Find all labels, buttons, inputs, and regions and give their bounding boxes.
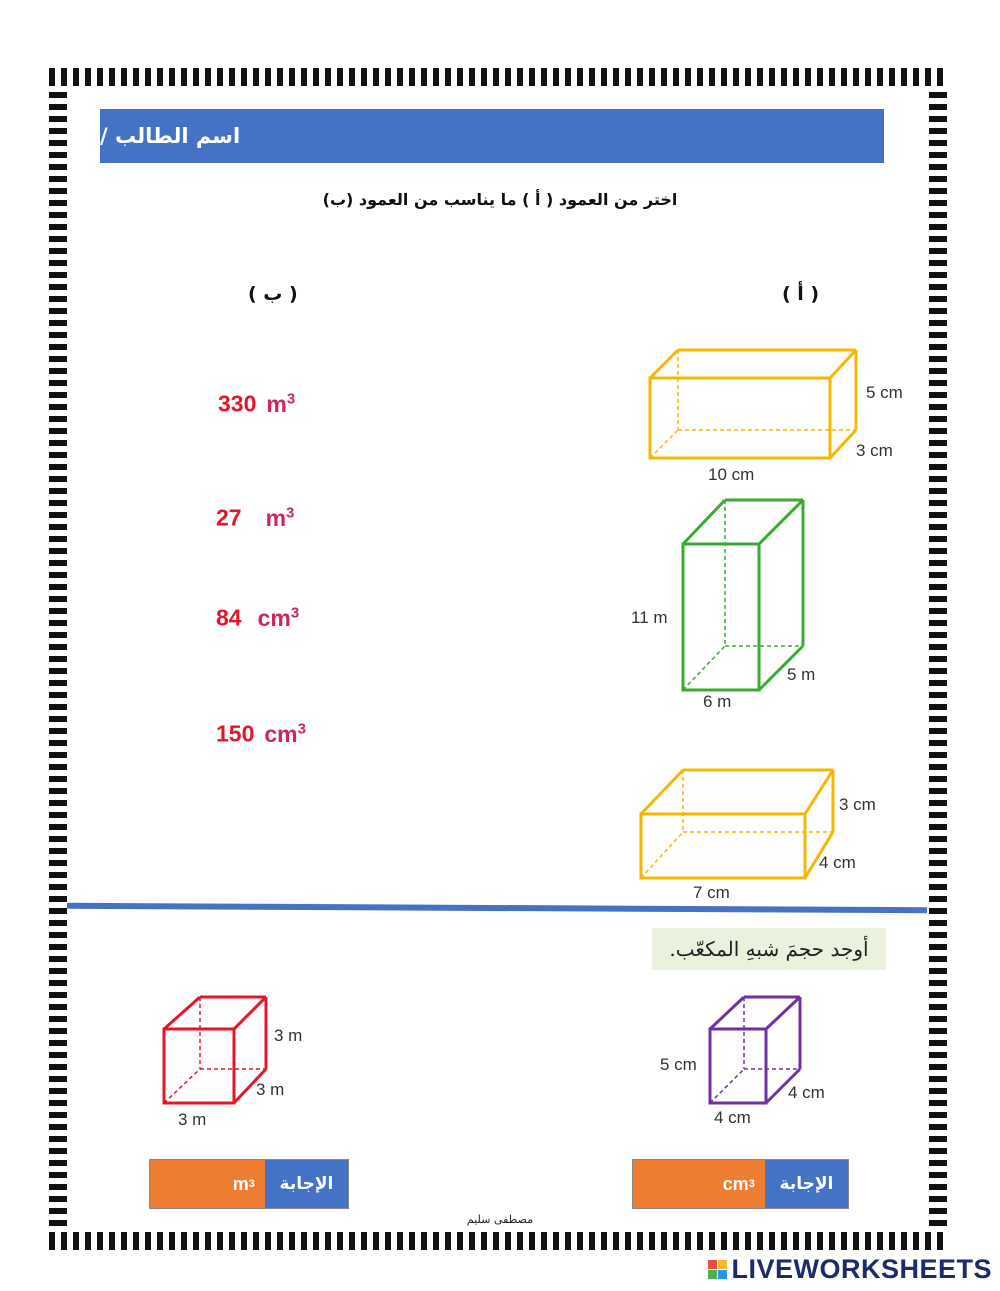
prism-2-width: 6 m <box>703 692 732 711</box>
student-name-label: اسم الطالب / <box>100 124 241 148</box>
instruction-text: اختر من العمود ( أ ) ما يناسب من العمود (ب) <box>322 190 678 209</box>
answer-label-left: الإجابة <box>265 1160 348 1208</box>
prism-2-figure[interactable] <box>625 490 845 720</box>
prism-3-depth: 4 cm <box>819 853 856 872</box>
prism-3-length: 7 cm <box>693 883 730 902</box>
answer-option-27[interactable]: 27 $m^3$ <box>216 504 295 531</box>
author-name: مصطفى سليم <box>466 1213 534 1226</box>
answer-box-right <box>632 1159 849 1209</box>
answer-option-84[interactable]: 84 $cm^3$ <box>216 604 300 631</box>
liveworksheets-logo-icon <box>708 1260 727 1279</box>
column-a-label: ( أ ) <box>782 283 820 305</box>
prism-3-figure[interactable] <box>625 760 905 905</box>
answer-option-150[interactable]: 150 $cm^3$ <box>216 720 306 747</box>
red-cube-width: 3 m <box>178 1110 207 1129</box>
answer-input-left[interactable]: m 3 <box>150 1160 265 1208</box>
answer-box-left <box>149 1159 349 1209</box>
liveworksheets-brand[interactable] <box>708 1254 992 1285</box>
purple-prism-depth: 4 cm <box>788 1083 825 1102</box>
prism-1-depth: 3 cm <box>856 441 893 460</box>
brand-name: LIVEWORKSHEETS <box>731 1254 992 1284</box>
red-cube-height: 3 m <box>274 1026 303 1045</box>
answer-option-330[interactable]: 330 $m^3$ <box>218 390 296 417</box>
column-b-label: ( ب ) <box>248 283 298 305</box>
prism-2-depth: 5 m <box>787 665 816 684</box>
student-name-bar <box>100 109 884 163</box>
answer-input-right[interactable]: cm 3 <box>633 1160 765 1208</box>
purple-prism-height: 5 cm <box>660 1055 697 1074</box>
prism-1-height: 5 cm <box>866 383 903 402</box>
red-cube-depth: 3 m <box>256 1080 285 1099</box>
purple-prism-width: 4 cm <box>714 1108 751 1127</box>
answer-label-right: الإجابة <box>765 1160 848 1208</box>
prism-2-height: 11 m <box>631 608 668 627</box>
prism-3-height: 3 cm <box>839 795 876 814</box>
red-cube-figure[interactable] <box>150 985 330 1135</box>
section-2-title: أوجد حجمَ شبهِ المكعّب. <box>652 928 886 970</box>
purple-prism-figure[interactable] <box>650 985 850 1135</box>
prism-1-figure[interactable] <box>630 340 930 485</box>
prism-1-length: 10 cm <box>708 465 755 484</box>
